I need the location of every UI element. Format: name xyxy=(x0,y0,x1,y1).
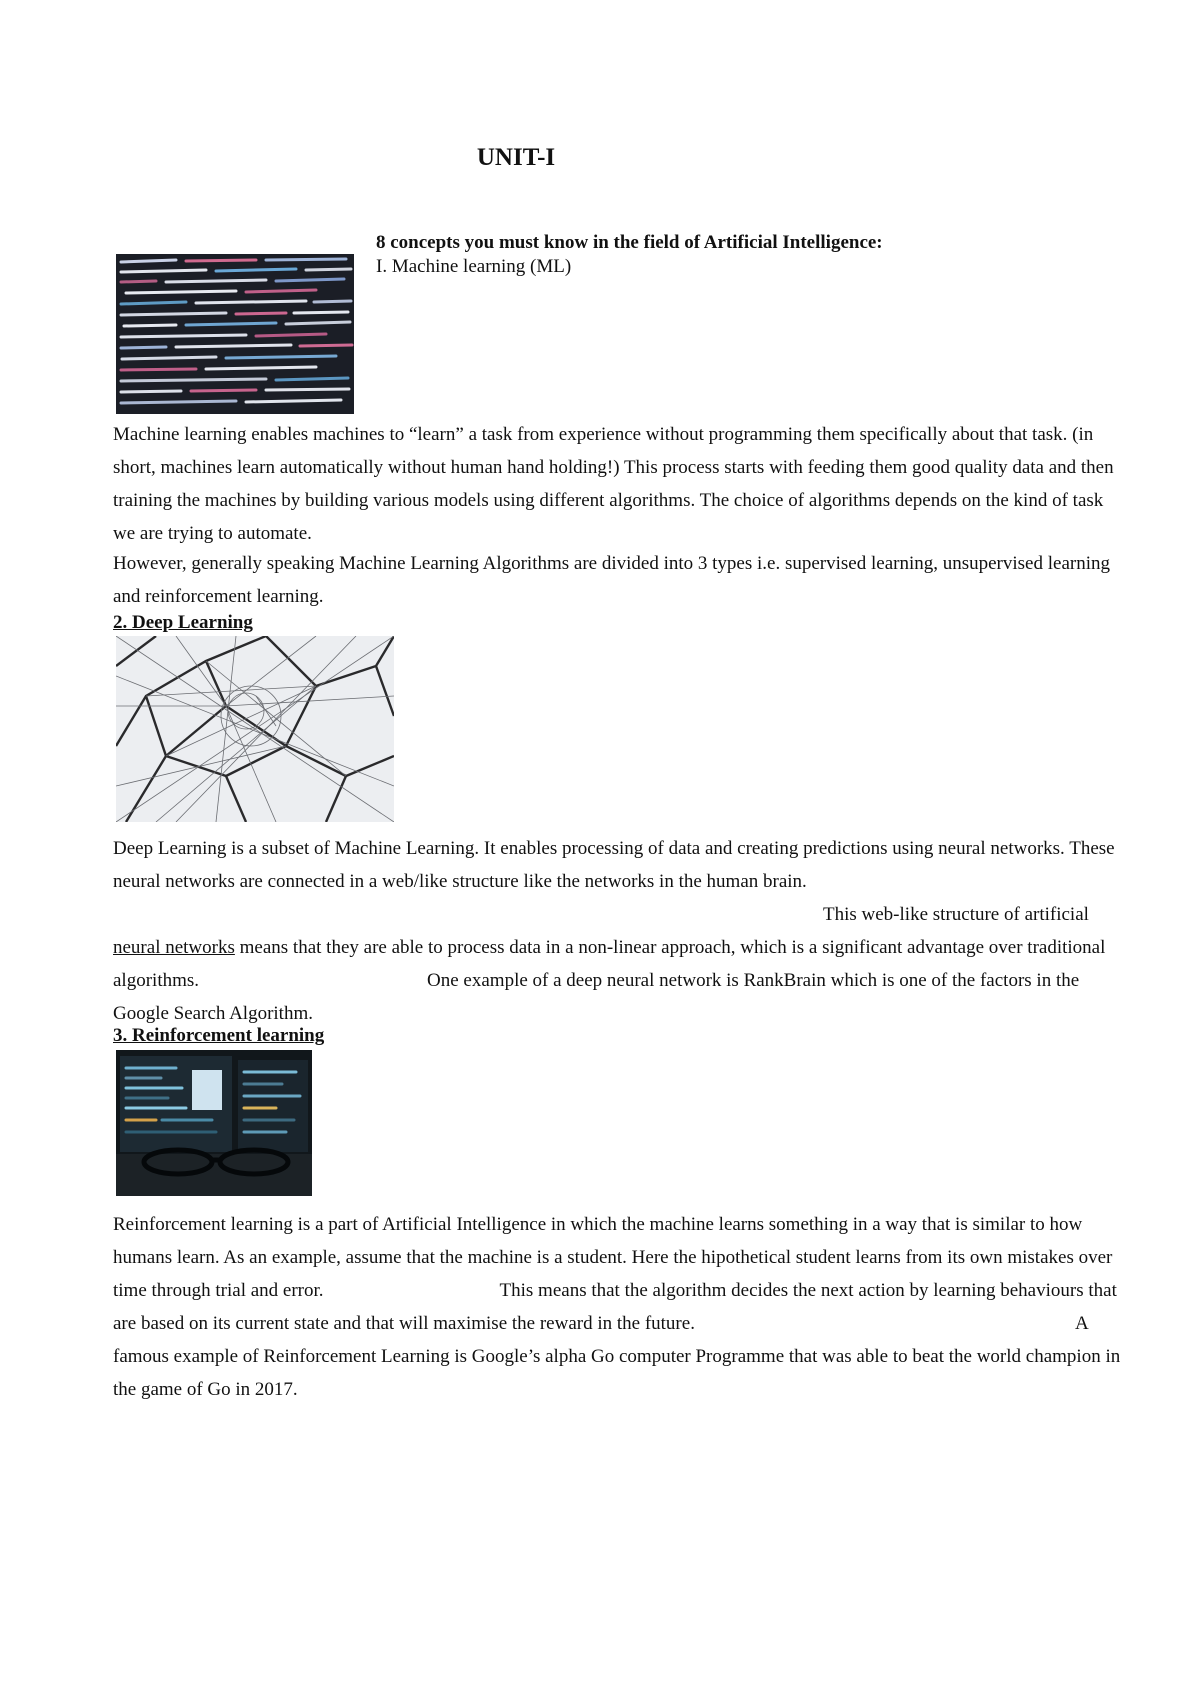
dl-heading: 2. Deep Learning xyxy=(113,612,253,633)
intro-heading: 8 concepts you must know in the field of Artificial Intelligence: xyxy=(376,232,883,253)
rl-text-3: A famous example of Reinforcement Learning is Google’s alpha Go computer Programme that was able to beat the world champion in the game of Go in 2017. xyxy=(113,1313,1121,1400)
dl-body xyxy=(113,832,1123,1030)
ml-paragraph-2: However, generally speaking Machine Learning Algorithms are divided into 3 types i.e. supervised learning, unsupervised learning and reinforcement learning. xyxy=(113,553,1110,607)
ml-heading: I. Machine learning (ML) xyxy=(376,256,572,277)
rl-heading: 3. Reinforcement learning xyxy=(113,1025,325,1046)
rl-text-2: This means that the algorithm decides the next action by learning behaviours that are based on its current state and that will maximise the reward in the future. xyxy=(113,1280,1117,1334)
neural-network-image xyxy=(116,636,394,822)
dl-text-1: Deep Learning is a subset of Machine Learning. It enables processing of data and creating predictions using neural networks. These neural networks are connected in a web/like structure like the networks in the human brain. xyxy=(113,838,1115,892)
code-screen-image xyxy=(116,254,354,414)
neural-networks-link[interactable]: neural networks xyxy=(113,937,235,958)
dl-text-4: means that they are able to process data in a non-linear approach, which is a significant advantage over traditional algorithms. xyxy=(113,937,1106,991)
dl-text-3: structure of artificial xyxy=(932,904,1089,925)
ml-paragraph-1: Machine learning enables machines to “learn” a task from experience without programming them specifically about that task. (in short, machines learn automatically without human hand holding!) This process starts with feeding them good quality data and then training the machines by building various models using different algorithms. The choice of algorithms depends on the kind of task we are trying to automate. xyxy=(113,424,1114,544)
dl-paragraph-1 xyxy=(113,832,1123,1030)
dl-text-2: This web-like xyxy=(823,904,929,925)
ml-body xyxy=(113,418,1123,613)
page-title: UNIT-I xyxy=(476,144,556,171)
dl-text-5: One example of a deep neural network is RankBrain which is one of the factors in the Google Search Algorithm. xyxy=(113,970,1080,1024)
monitors-glasses-image xyxy=(116,1050,312,1196)
rl-text-1: Reinforcement learning is a part of Artificial Intelligence in which the machine learns something in a way that is similar to how humans learn. As an example, assume that the machine is a student. Here the hipothetical student learns from its own mistakes over time through trial and error. xyxy=(113,1214,1113,1301)
rl-paragraph-1 xyxy=(113,1208,1123,1406)
rl-body xyxy=(113,1208,1123,1406)
